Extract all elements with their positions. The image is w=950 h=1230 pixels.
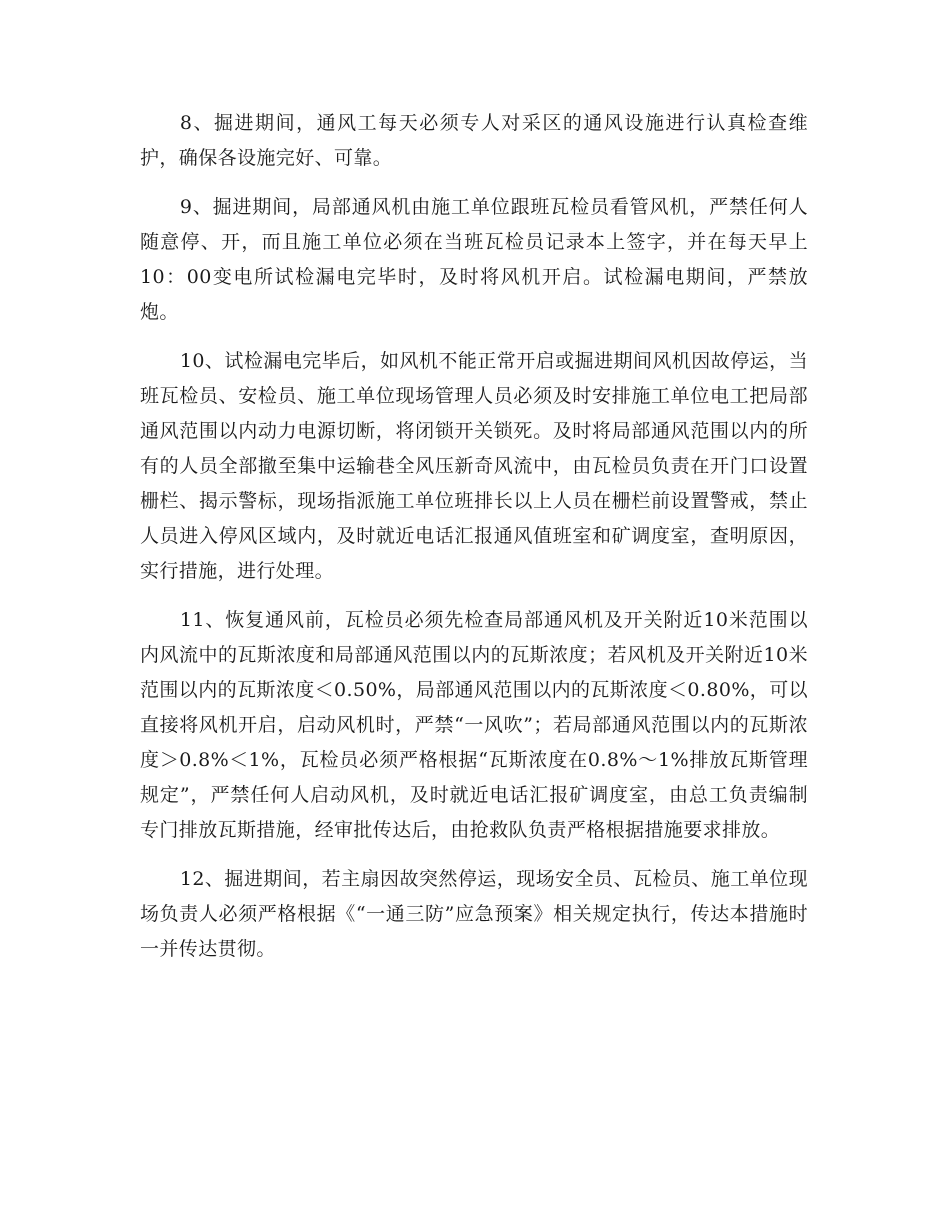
paragraph-10: 10、试检漏电完毕后，如风机不能正常开启或掘进期间风机因故停运，当班瓦检员、安检员、施工单位现场管理人员必须及时安排施工单位电工把局部通风范围以内动力电源切断，将闭锁开关锁死。及时将局部通风范围以内的所有的人员全部撤至集中运输巷全风压新奇风流中，由瓦检员负责在开门口设置栅栏、揭示警标，现场指派施工单位班排长以上人员在栅栏前设置警戒，禁止人员进入停风区域内，及时就近电话汇报通风值班室和矿调度室，查明原因，实行措施，进行处理。 [140, 350, 808, 582]
paragraph-9: 9、掘进期间，局部通风机由施工单位跟班瓦检员看管风机，严禁任何人随意停、开，而且施工单位必须在当班瓦检员记录本上签字，并在每天早上10：00变电所试检漏电完毕时，及时将风机开启。试检漏电期间，严禁放炮。 [140, 196, 808, 323]
paragraph-12: 12、掘进期间，若主扇因故突然停运，现场安全员、瓦检员、施工单位现场负责人必须严格根据《“一通三防”应急预案》相关规定执行，传达本措施时一并传达贯彻。 [140, 868, 808, 960]
paragraph-11: 11、恢复通风前，瓦检员必须先检查局部通风机及开关附近10米范围以内风流中的瓦斯浓度和局部通风范围以内的瓦斯浓度；若风机及开关附近10米范围以内的瓦斯浓度＜0.50%，局部通风范围以内的瓦斯浓度＜0.80%，可以直接将风机开启，启动风机时，严禁“一风吹”；若局部通风范围以内的瓦斯浓度＞0.8%＜1%，瓦检员必须严格根据“瓦斯浓度在0.8%～1%排放瓦斯管理规定”，严禁任何人启动风机，及时就近电话汇报矿调度室，由总工负责编制专门排放瓦斯措施，经审批传达后，由抢救队负责严格根据措施要求排放。 [140, 609, 808, 841]
paragraph-8: 8、掘进期间，通风工每天必须专人对采区的通风设施进行认真检查维护，确保各设施完好、可靠。 [140, 112, 808, 169]
document-body [140, 106, 808, 967]
